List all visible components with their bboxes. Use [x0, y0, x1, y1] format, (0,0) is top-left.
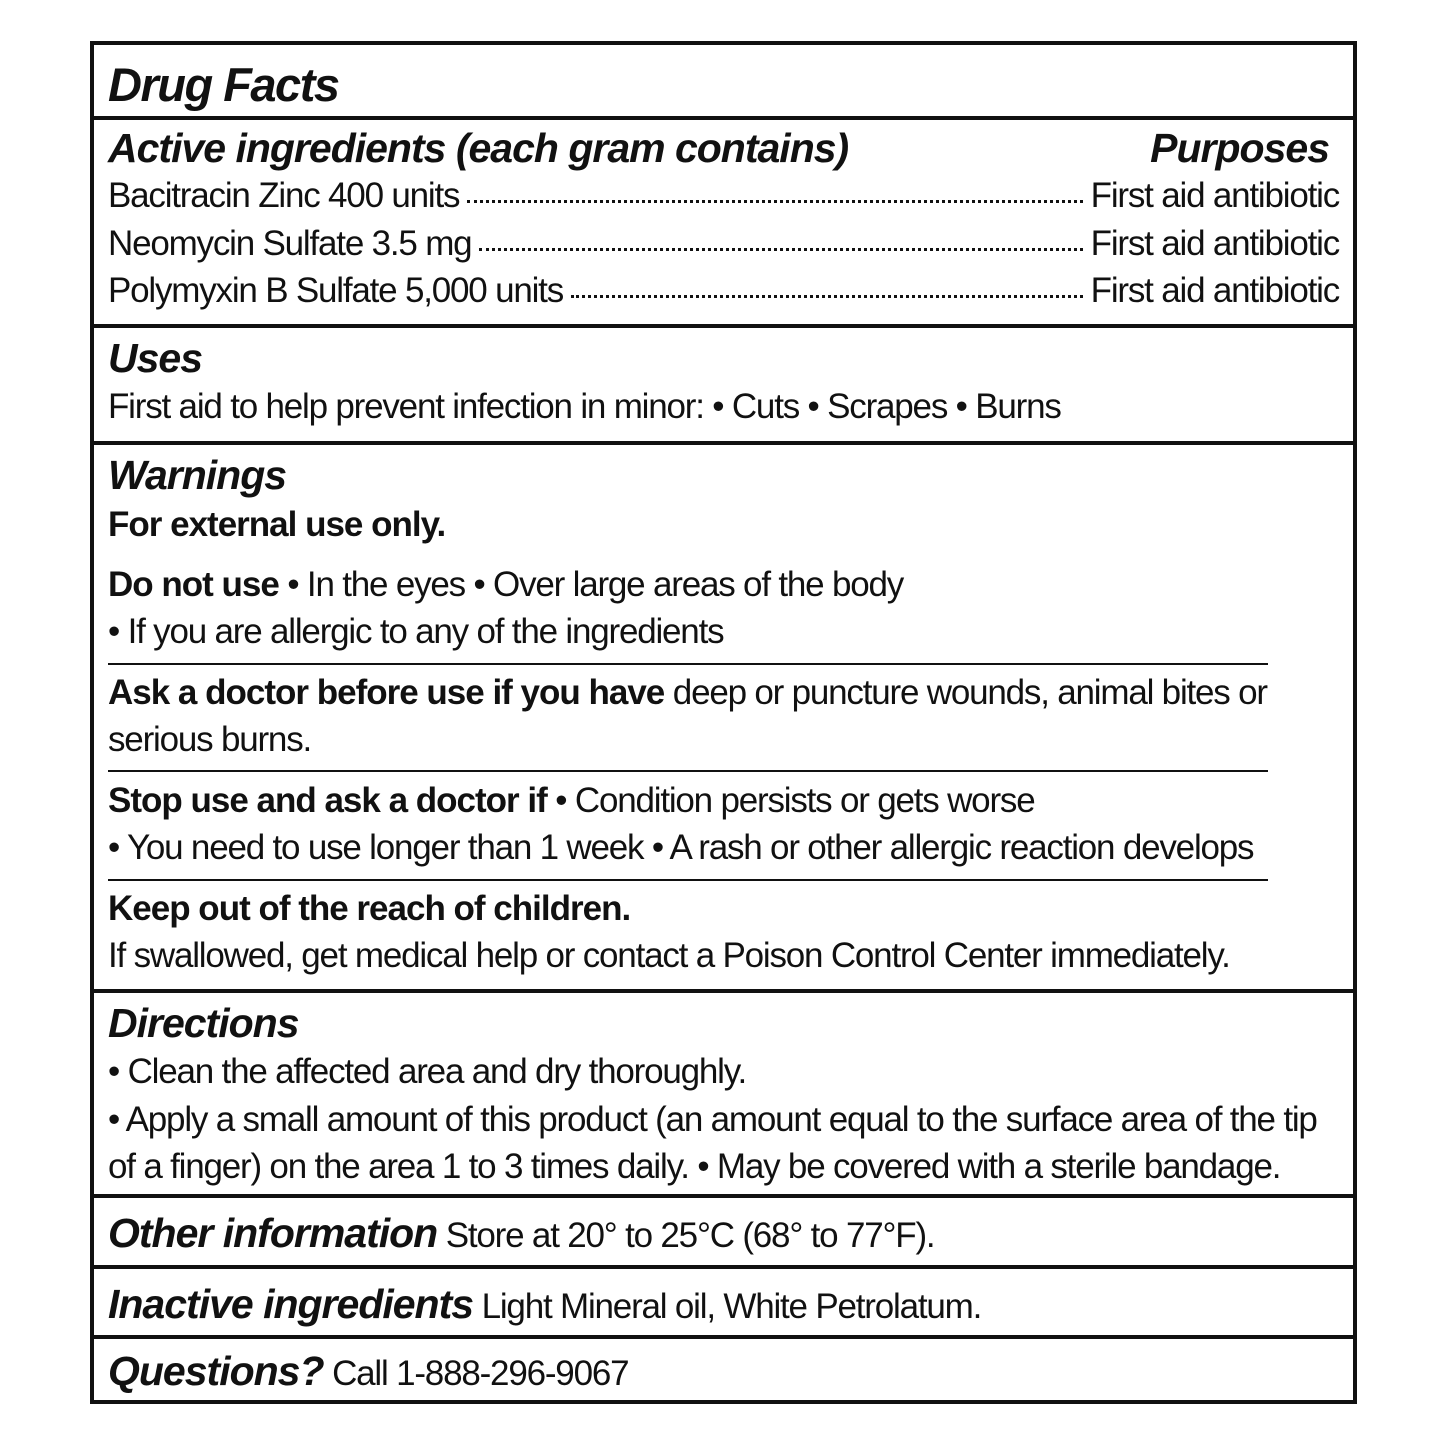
inactive-heading: Inactive ingredients	[108, 1281, 474, 1327]
warnings-section	[94, 445, 1353, 993]
stop-use-items: • Condition persists or gets worse	[546, 781, 1035, 820]
other-info-heading: Other information	[108, 1210, 438, 1256]
external-use-text: For external use only.	[108, 505, 446, 544]
dot-leader	[479, 247, 1082, 251]
uses-section	[94, 328, 1353, 445]
keep-out-text: If swallowed, get medical help or contact a Poison Control Center immediately.	[108, 936, 1230, 975]
questions-section	[94, 1339, 1353, 1400]
directions-heading: Directions	[108, 1000, 299, 1046]
other-info-line	[108, 1208, 934, 1261]
uses-heading: Uses	[108, 335, 203, 381]
do-not-use-line-2: • If you are allergic to any of the ingredients	[108, 612, 724, 651]
active-ingredients-section	[94, 120, 1353, 328]
stop-use-label: Stop use and ask a doctor if	[108, 781, 547, 820]
ingredient-row	[108, 221, 1339, 267]
ingredient-row	[108, 173, 1339, 219]
warnings-heading: Warnings	[108, 452, 287, 498]
divider	[108, 663, 1268, 665]
title-section	[94, 45, 1353, 120]
inactive-text: Light Mineral oil, White Petrolatum.	[481, 1287, 982, 1326]
ingredient-purpose: First aid antibiotic	[1090, 176, 1339, 215]
questions-heading: Questions?	[108, 1348, 324, 1394]
dot-leader	[571, 294, 1083, 298]
ingredient-purpose: First aid antibiotic	[1090, 271, 1339, 310]
ask-doctor-line	[108, 670, 1267, 716]
other-info-section	[94, 1198, 1353, 1269]
ingredient-name: Polymyxin B Sulfate 5,000 units	[108, 271, 564, 310]
ingredient-purpose: First aid antibiotic	[1090, 224, 1339, 263]
divider	[108, 770, 1268, 772]
ingredient-name: Neomycin Sulfate 3.5 mg	[108, 224, 472, 263]
ask-doctor-text: deep or puncture wounds, animal bites or	[664, 673, 1267, 712]
ask-doctor-label: Ask a doctor before use if you have	[108, 673, 665, 712]
ask-doctor-line-2: serious burns.	[108, 720, 312, 759]
directions-line: • Apply a small amount of this product (an amount equal to the surface area of the tip	[108, 1100, 1317, 1139]
ingredient-row	[108, 268, 1339, 314]
drug-facts-panel	[90, 41, 1357, 1404]
purposes-heading: Purposes	[1150, 125, 1329, 171]
other-info-text: Store at 20° to 25°C (68° to 77°F).	[445, 1216, 935, 1255]
panel-title: Drug Facts	[108, 58, 339, 111]
directions-section	[94, 993, 1353, 1198]
keep-out-label: Keep out of the reach of children.	[108, 889, 631, 928]
directions-line: • Clean the affected area and dry thoroughly.	[108, 1052, 746, 1091]
do-not-use-line	[108, 562, 903, 608]
active-ingredients-heading: Active ingredients (each gram contains)	[108, 125, 849, 171]
uses-text: First aid to help prevent infection in minor: • Cuts • Scrapes • Burns	[108, 387, 1061, 426]
stop-use-line	[108, 778, 1034, 824]
dot-leader	[467, 199, 1082, 203]
ingredient-name: Bacitracin Zinc 400 units	[108, 176, 460, 215]
questions-phone: Call 1-888-296-9067	[332, 1354, 629, 1393]
inactive-line	[108, 1279, 981, 1332]
questions-line	[108, 1346, 628, 1399]
directions-line: of a finger) on the area 1 to 3 times daily. • May be covered with a sterile bandage.	[108, 1147, 1281, 1186]
do-not-use-label: Do not use	[108, 565, 279, 604]
stop-use-line-2: • You need to use longer than 1 week • A rash or other allergic reaction develops	[108, 828, 1254, 867]
inactive-section	[94, 1269, 1353, 1339]
divider	[108, 879, 1268, 881]
do-not-use-items: • In the eyes • Over large areas of the body	[278, 565, 904, 604]
